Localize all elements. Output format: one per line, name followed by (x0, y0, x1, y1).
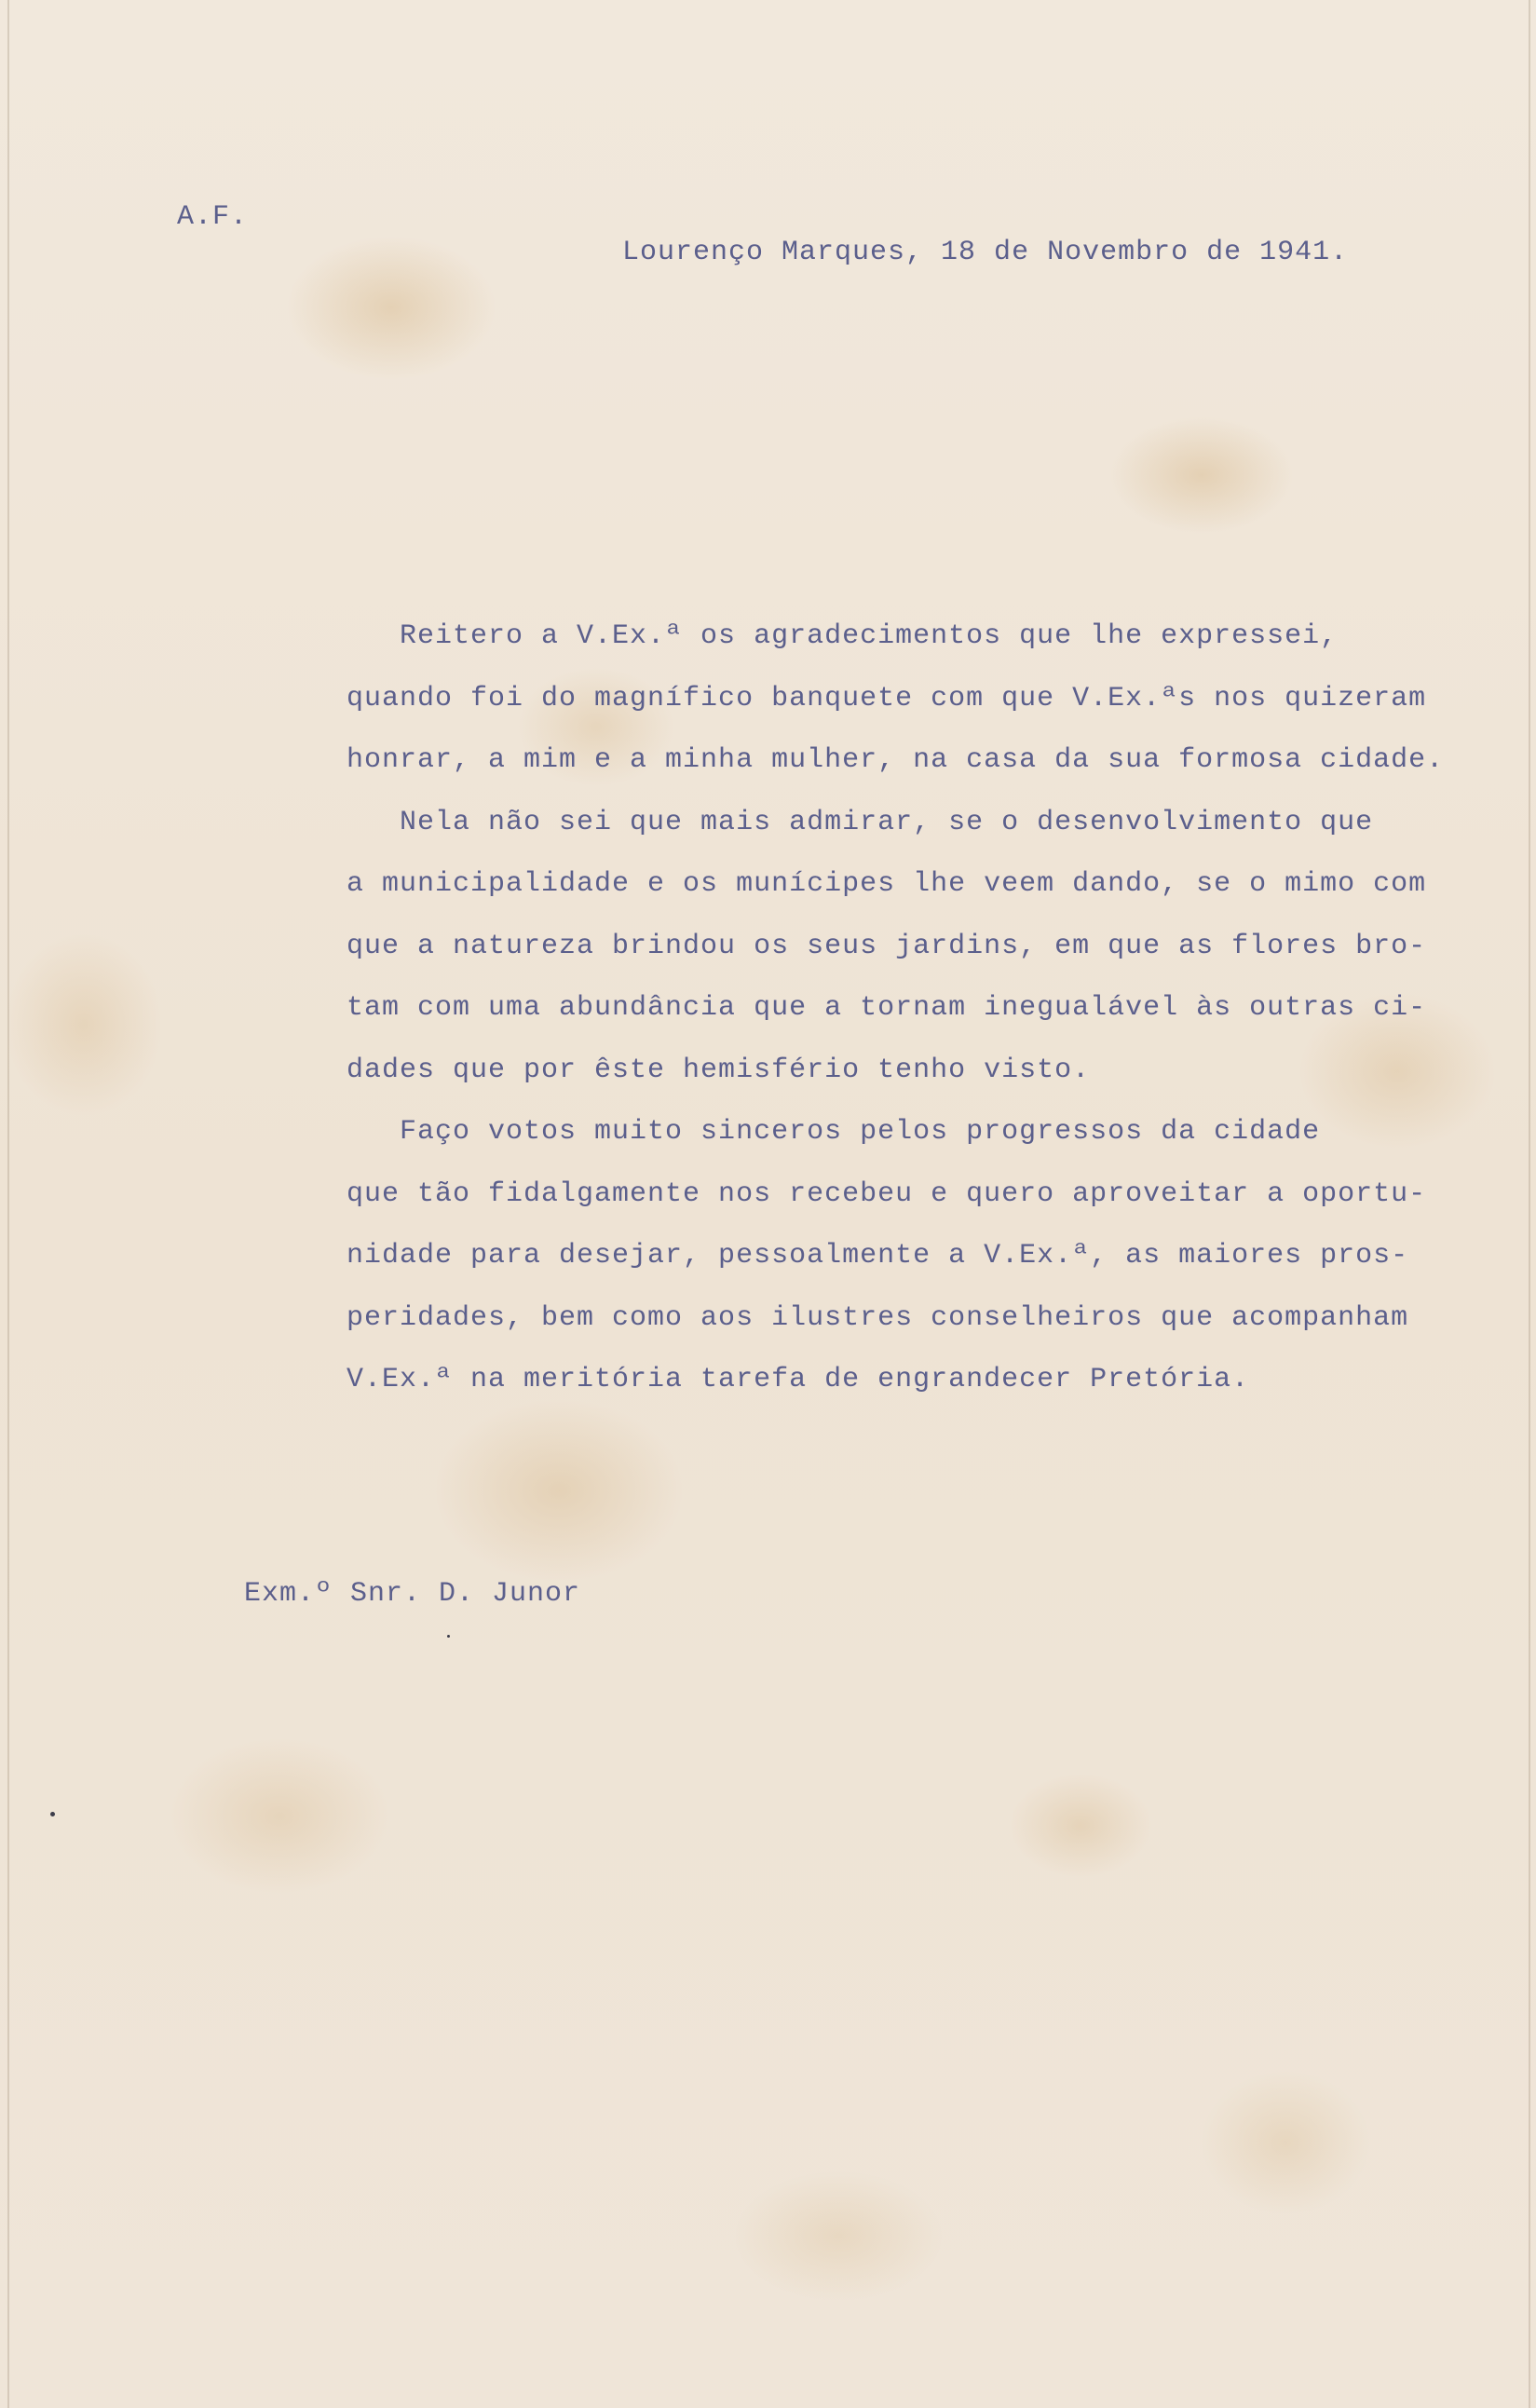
body-line: nidade para desejar, pessoalmente a V.Ex.ª, as maiores pros- (347, 1240, 1409, 1272)
body-line: Reitero a V.Ex.ª os agradecimentos que lhe expressei, (347, 620, 1339, 652)
body-line: quando foi do magnífico banquete com que V.Ex.ªs nos quizeram (347, 682, 1427, 714)
body-line: dades que por êste hemisfério tenho visto. (347, 1054, 1091, 1086)
addressee: Exm.º Snr. D. Junor (244, 1578, 581, 1610)
body-line: honrar, a mim e a minha mulher, na casa da sua formosa cidade. (347, 744, 1445, 776)
paper-edge-right (1529, 0, 1530, 2408)
reference-initials: A.F. (177, 201, 249, 233)
body-line: tam com uma abundância que a tornam inegualável às outras ci- (347, 992, 1427, 1024)
body-line: peridades, bem como aos ilustres conselheiros que acompanham (347, 1301, 1409, 1334)
ink-speck (50, 1812, 55, 1816)
ink-speck (447, 1635, 450, 1638)
body-line: Faço votos muito sinceros pelos progressos da cidade (347, 1116, 1321, 1148)
dateline: Lourenço Marques, 18 de Novembro de 1941. (622, 237, 1349, 268)
paper-edge-left (7, 0, 9, 2408)
letter-body (347, 605, 1492, 1411)
body-line: que a natureza brindou os seus jardins, em que as flores bro- (347, 930, 1427, 962)
body-line: a municipalidade e os munícipes lhe veem dando, se o mimo com (347, 868, 1427, 900)
body-line: V.Ex.ª na meritória tarefa de engrandecer Pretória. (347, 1364, 1250, 1395)
body-line: Nela não sei que mais admirar, se o desenvolvimento que (347, 806, 1374, 838)
body-line: que tão fidalgamente nos recebeu e quero aproveitar a oportu- (347, 1177, 1427, 1210)
